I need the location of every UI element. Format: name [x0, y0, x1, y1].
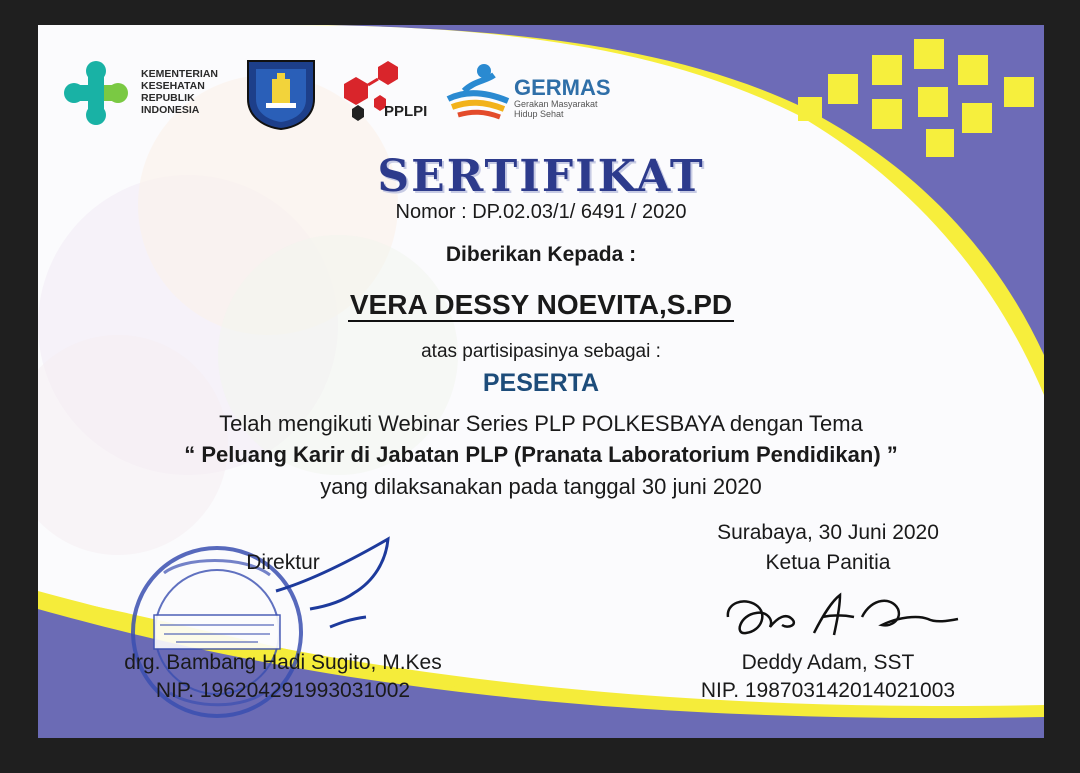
certificate-title: SERTIFIKAT — [377, 151, 705, 202]
kemenkes-text-line: KEMENTERIAN — [141, 68, 219, 80]
given-to-label: Diberikan Kepada : — [445, 243, 637, 266]
kemenkes-logo-text — [141, 68, 218, 116]
germas-subtitle-line: Hidup Sehat — [514, 109, 564, 119]
signature-left-name: drg. Bambang Hadi Sugito, M.Kes — [124, 651, 442, 674]
germas-logo-icon — [444, 55, 516, 127]
certificate-number: Nomor : DP.02.03/1/ 6491 / 2020 — [395, 201, 687, 223]
right-signature-icon — [722, 587, 962, 647]
signature-left-position: Direktur — [246, 551, 320, 574]
recipient-name — [38, 289, 1044, 321]
germas-subtitle-line: Gerakan Masyarakat — [514, 99, 598, 109]
pplpi-logo-text: PPLPI — [384, 103, 428, 120]
signature-right-name: Deddy Adam, SST — [741, 651, 915, 674]
signature-left-nip: NIP. 196204291993031002 — [155, 679, 411, 702]
certificate — [38, 25, 1044, 738]
signature-right-nip: NIP. 198703142014021003 — [700, 679, 956, 702]
germas-logo-title: GERMAS — [514, 75, 611, 100]
kemenkes-text-line: KESEHATAN — [141, 80, 205, 92]
germas-logo-subtitle — [514, 99, 598, 119]
description-line-3: yang dilaksanakan pada tanggal 30 juni 2020 — [320, 474, 762, 499]
kemenkes-text-line: INDONESIA — [141, 104, 200, 116]
description-line-1: Telah mengikuti Webinar Series PLP POLKESBAYA dengan Tema — [219, 411, 863, 436]
signature-place-date: Surabaya, 30 Juni 2020 — [717, 521, 939, 544]
recipient-name-text: VERA DESSY NOEVITA,S.PD — [349, 289, 733, 320]
kemenkes-text-line: REPUBLIK — [141, 92, 195, 104]
participation-label: atas partisipasinya sebagai : — [421, 341, 661, 362]
role-label: PESERTA — [482, 369, 600, 397]
kemenkes-logo-icon — [60, 57, 132, 129]
left-signature-icon — [270, 531, 400, 641]
poltekkes-emblem-icon — [242, 55, 320, 131]
webinar-theme: “ Peluang Karir di Jabatan PLP (Pranata Laboratorium Pendidikan) ” — [184, 442, 898, 467]
signature-right-position: Ketua Panitia — [765, 551, 891, 574]
